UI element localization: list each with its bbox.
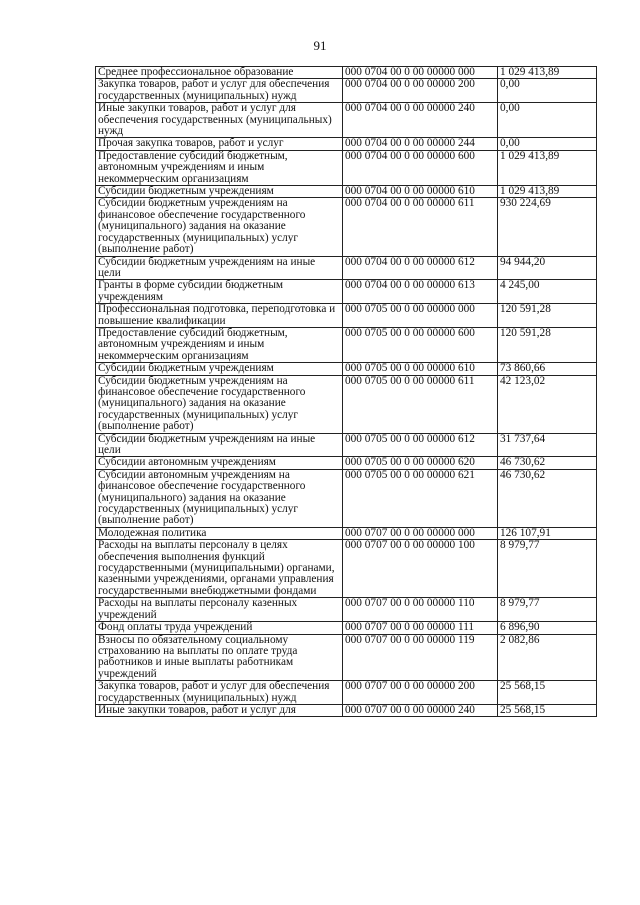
row-code-cell: 000 0707 00 0 00 00000 110 [343,598,498,622]
row-sum-cell: 31 737,64 [498,433,597,457]
row-name-cell: Субсидии автономным учреждениям [96,457,343,469]
table-row [96,79,597,103]
row-name-cell: Прочая закупка товаров, работ и услуг [96,138,343,150]
row-sum-cell: 4 245,00 [498,280,597,304]
table-row [96,681,597,705]
row-code-cell: 000 0704 00 0 00 00000 610 [343,186,498,198]
row-sum-cell: 73 860,66 [498,363,597,375]
table-row [96,634,597,681]
table-row [96,363,597,375]
row-name-cell: Субсидии бюджетным учреждениям на финансовое обеспечение государственного (муниципального) задания на оказание государственных (муниципальных) услуг (выполнение работ) [96,198,343,256]
row-code-cell: 000 0704 00 0 00 00000 612 [343,256,498,280]
row-sum-cell: 25 568,15 [498,704,597,716]
table-row [96,540,597,598]
row-name-cell: Субсидии бюджетным учреждениям [96,363,343,375]
row-code-cell: 000 0704 00 0 00 00000 244 [343,138,498,150]
row-name-cell: Взносы по обязательному социальному страхованию на выплаты по оплате труда работников и иные выплаты работникам учреждений [96,634,343,681]
row-code-cell: 000 0704 00 0 00 00000 611 [343,198,498,256]
row-code-cell: 000 0704 00 0 00 00000 000 [343,67,498,79]
row-sum-cell: 2 082,86 [498,634,597,681]
row-code-cell: 000 0704 00 0 00 00000 200 [343,79,498,103]
table-row [96,280,597,304]
row-name-cell: Субсидии автономным учреждениям на финансовое обеспечение государственного (муниципального) задания на оказание государственных (муниципальных) услуг (выполнение работ) [96,469,343,527]
row-sum-cell: 25 568,15 [498,681,597,705]
row-name-cell: Предоставление субсидий бюджетным, автономным учреждениям и иным некоммерческим организациям [96,327,343,362]
table-row [96,433,597,457]
row-name-cell: Профессиональная подготовка, переподготовка и повышение квалификации [96,304,343,328]
table-row [96,327,597,362]
row-sum-cell: 0,00 [498,79,597,103]
table-row [96,527,597,539]
row-code-cell: 000 0707 00 0 00 00000 100 [343,540,498,598]
row-name-cell: Иные закупки товаров, работ и услуг для [96,704,343,716]
table-row [96,622,597,634]
row-code-cell: 000 0704 00 0 00 00000 613 [343,280,498,304]
table-row [96,375,597,433]
row-sum-cell: 120 591,28 [498,304,597,328]
row-sum-cell: 1 029 413,89 [498,186,597,198]
row-name-cell: Субсидии бюджетным учреждениям на иные цели [96,433,343,457]
row-sum-cell: 8 979,77 [498,540,597,598]
row-code-cell: 000 0705 00 0 00 00000 611 [343,375,498,433]
table-row [96,304,597,328]
row-name-cell: Субсидии бюджетным учреждениям [96,186,343,198]
row-sum-cell: 126 107,91 [498,527,597,539]
row-name-cell: Расходы на выплаты персоналу казенных учреждений [96,598,343,622]
row-sum-cell: 8 979,77 [498,598,597,622]
table-row [96,457,597,469]
table-row [96,186,597,198]
row-code-cell: 000 0705 00 0 00 00000 612 [343,433,498,457]
table-row [96,198,597,256]
row-code-cell: 000 0704 00 0 00 00000 240 [343,103,498,138]
row-sum-cell: 46 730,62 [498,469,597,527]
row-sum-cell: 0,00 [498,138,597,150]
row-name-cell: Гранты в форме субсидии бюджетным учреждениям [96,280,343,304]
row-code-cell: 000 0707 00 0 00 00000 240 [343,704,498,716]
row-sum-cell: 42 123,02 [498,375,597,433]
row-sum-cell: 1 029 413,89 [498,67,597,79]
row-sum-cell: 94 944,20 [498,256,597,280]
budget-table [95,66,597,717]
table-row [96,150,597,185]
table-row [96,469,597,527]
row-name-cell: Закупка товаров, работ и услуг для обеспечения государственных (муниципальных) нужд [96,79,343,103]
row-code-cell: 000 0707 00 0 00 00000 200 [343,681,498,705]
row-name-cell: Предоставление субсидий бюджетным, автономным учреждениям и иным некоммерческим организациям [96,150,343,185]
row-name-cell: Молодежная политика [96,527,343,539]
row-sum-cell: 1 029 413,89 [498,150,597,185]
row-sum-cell: 120 591,28 [498,327,597,362]
row-sum-cell: 930 224,69 [498,198,597,256]
table-row [96,704,597,716]
table-row [96,103,597,138]
row-code-cell: 000 0705 00 0 00 00000 621 [343,469,498,527]
row-sum-cell: 0,00 [498,103,597,138]
row-code-cell: 000 0707 00 0 00 00000 000 [343,527,498,539]
page-number: 91 [313,38,327,53]
row-name-cell: Фонд оплаты труда учреждений [96,622,343,634]
row-code-cell: 000 0705 00 0 00 00000 000 [343,304,498,328]
row-name-cell: Субсидии бюджетным учреждениям на финансовое обеспечение государственного (муниципального) задания на оказание государственных (муниципальных) услуг (выполнение работ) [96,375,343,433]
row-code-cell: 000 0707 00 0 00 00000 111 [343,622,498,634]
row-sum-cell: 46 730,62 [498,457,597,469]
table-row [96,138,597,150]
row-sum-cell: 6 896,90 [498,622,597,634]
row-code-cell: 000 0705 00 0 00 00000 610 [343,363,498,375]
row-name-cell: Закупка товаров, работ и услуг для обеспечения государственных (муниципальных) нужд [96,681,343,705]
table-row [96,67,597,79]
row-code-cell: 000 0704 00 0 00 00000 600 [343,150,498,185]
row-code-cell: 000 0705 00 0 00 00000 600 [343,327,498,362]
budget-table-body [96,67,597,717]
table-row [96,256,597,280]
row-name-cell: Среднее профессиональное образование [96,67,343,79]
row-name-cell: Субсидии бюджетным учреждениям на иные цели [96,256,343,280]
row-name-cell: Расходы на выплаты персоналу в целях обеспечения выполнения функций государственными (муниципальными) органами, казенными учреждениями, органами управления государственными внебюджетными фондами [96,540,343,598]
row-name-cell: Иные закупки товаров, работ и услуг для обеспечения государственных (муниципальных) нужд [96,103,343,138]
row-code-cell: 000 0705 00 0 00 00000 620 [343,457,498,469]
table-row [96,598,597,622]
row-code-cell: 000 0707 00 0 00 00000 119 [343,634,498,681]
